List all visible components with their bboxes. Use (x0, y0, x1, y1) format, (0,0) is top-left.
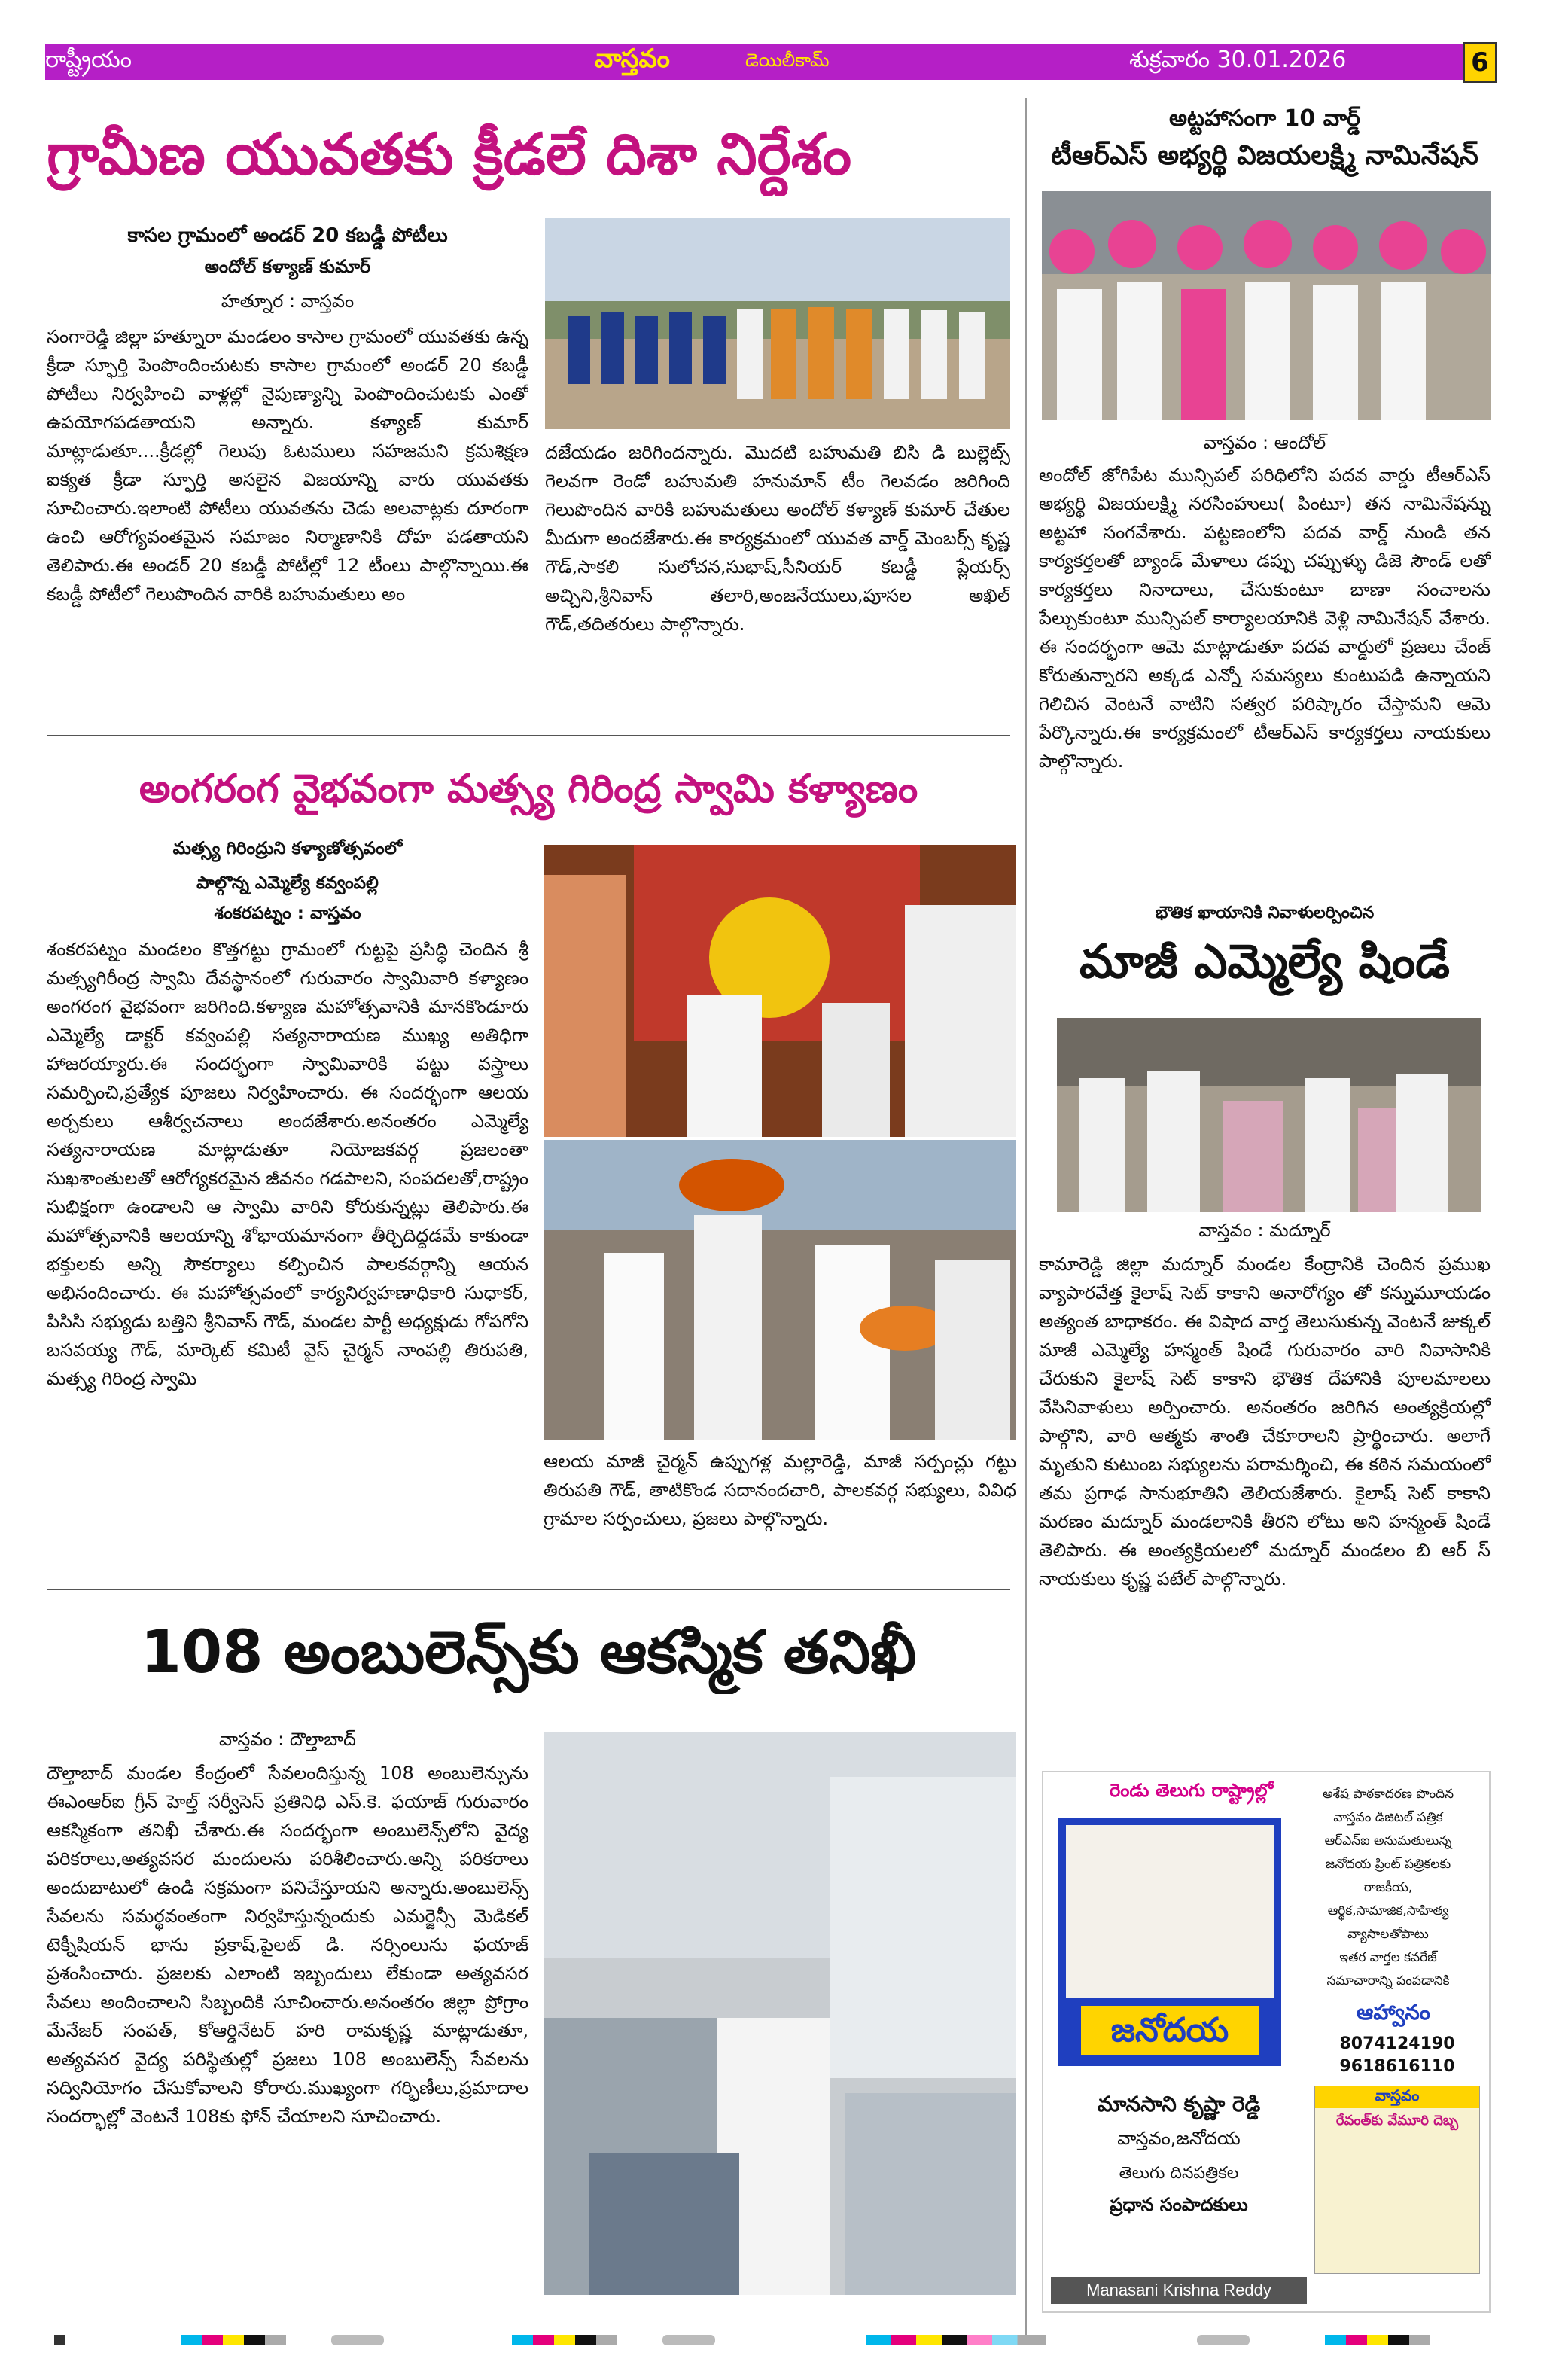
story4-body: అందోల్ జోగిపేట మున్సిపల్ పరిధిలోని పదవ వార్డు టీఆర్ఎస్ అభ్యర్థి విజయలక్ష్మి నరసింహులు( పింటూ) తన నామినేషన్ను అట్టహా సంగవేశారు. పట్టణంలోని పదవ వార్డ్ నుండి తన కార్యకర్తలతో బ్యాండ్ మేళాలు డప్పు చప్పుళ్ళు డిజె సౌండ్ లతో కార్యకర్తలు నినాదాలు, చేసుకుంటూ బాణా సంచాలను పేల్చుకుంటూ మున్సిపల్ కార్యాలయానికి వెళ్లి నామినేషన్ వేశారు. ఈ సందర్భంగా ఆమె మాట్లాడుతూ పదవ వార్డులో ప్రజలు చేంజ్ కోరుతున్నారని అక్కడ ఎన్నో సమస్యలు కుంటుపడి ఉన్నాయని గెలిచిన వెంటనే వాటిని సత్వర పరిష్కారం చేస్తామని ఆమె పేర్కొన్నారు.ఈ కార్యక్రమంలో టీఆర్ఎస్ కార్యకర్తలు నాయకులు పాల్గొన్నారు. (1039, 465, 1491, 772)
story2-dateline: శంకరపట్నం : వాస్తవం (214, 904, 361, 923)
divider (47, 735, 1010, 736)
masthead-sub: డెయిలీ‌కామ్ (745, 50, 830, 71)
story3-body: దౌల్తాబాద్ మండల కేంద్రంలో సేవలందిస్తున్న 108 అంబులెన్సును ఈఎంఆర్ఐ గ్రీన్ హెల్త్ సర్వీసెస్ ప్రతినిధి ఎస్.కె. ఫయాజ్ గురువారం ఆకస్మికంగా తనిఖీ చేశారు.ఈ సందర్భంగా అంబులెన్స్‌లోని వైద్య పరికరాలు,అత్యవసర మందులను పరిశీలించారు.అన్ని పరికరాలు అందుబాటులో ఉండి సక్రమంగా పనిచేస్తూయని అన్నారు.అంబులెన్స్ సేవలను సమర్థవంతంగా నిర్వహిస్తున్నందుకు ఎమర్జెన్సీ మెడికల్ టెక్నీషియన్ భాను ప్రకాష్,పైలట్ డి. నర్సింలును ఫయాజ్ ప్రశంసించారు. ప్రజలకు ఎలాంటి ఇబ్బందులు లేకుండా అత్యవసర సేవలు అందించాలని సిబ్బందికి సూచించారు.అనంతరం జిల్లా ప్రోగ్రాం మేనేజర్ సంపత్, కోఆర్డినేటర్ హరి రామకృష్ణ మాట్లాడుతూ, అత్యవసర వైద్య పరిస్థితుల్లో ప్రజలు 108 అంబులెన్స్ సేవలను సద్వినియోగం చేసుకోవాలని కోరారు.ముఖ్యంగా గర్భిణీలు,ప్రమాదాల సందర్భాల్లో వెంటనే 108కు ఫోన్ చేయాలని సూచించారు. (47, 1763, 528, 2127)
ad-org: వాస్తవం,జనోదయ (1117, 2128, 1241, 2149)
ad-editor-name: మానసాని కృష్ణా రెడ్డి (1097, 2092, 1261, 2116)
story5-body: కామారెడ్డి జిల్లా మద్నూర్ మండల కేంద్రానికి చెందిన ప్రముఖ వ్యాపారవేత్త కైలాష్ సెట్ కాకాని అనారోగ్యం తో కన్నుమూయడం అత్యంత బాధాకరం. ఈ విషాద వార్త తెలుసుకున్న వెంటనే జుక్కల్ మాజీ ఎమ్మెల్యే హన్మంత్ షిండే గురువారం వారి నివాసానికి చేరుకుని కైలాష్ సెట్ కాకాని భౌతిక దేహానికి పూలమాలలు వేసినివాళులు అర్పించారు. అనంతరం జరిగిన అంత్యక్రియల్లో పాల్గొని, వారి ఆత్మకు శాంతి చేకూరాలని ప్రార్థించారు. అలాగే మృతుని కుటుంబ సభ్యులను పరామర్శించి, ఈ కఠిన సమయంలో తమ ప్రగాఢ సానుభూతిని తెలియజేశారు. కైలాష్ సెట్ కాకాని మరణం మద్నూర్ మండలానికి తీరని లోటు అని హన్మంత్ షిండే తెలిపారు. ఈ అంత్యక్రియలలో మద్నూర్ మండలం బి ఆర్ స్ నాయకులు కృష్ణ పటేల్ పాల్గొన్నారు. (1039, 1254, 1491, 1589)
print-registration-strip (45, 2333, 1491, 2348)
ad-line-3: ఆర్ఎన్ఐ అనుమతులున్న (1324, 1833, 1452, 1848)
story2-body-right: ఆలయ మాజీ చైర్మన్ ఉప్పుగళ్ల మల్లారెడ్డి, మాజీ సర్పంచ్లు గట్టు తిరుపతి గౌడ్, తాటికొండ సదానందచారి, పాలకవర్గ సభ్యులు, వివిధ గ్రామాల సర్పంచులు, ప్రజలు పాల్గొన్నారు. (544, 1451, 1016, 1529)
story1-headline: గ్రామీణ యువతకు క్రీడలే దిశా నిర్దేశం (47, 120, 852, 187)
ad-line-7: వ్యాసాలతోపాటు (1347, 1927, 1429, 1942)
ad-brand: జనోదయ (1081, 2006, 1259, 2055)
divider (47, 1589, 1010, 1590)
story1-subhead: కాసల గ్రామంలో అండర్ 20 కబడ్డీ పోటీలు (127, 224, 448, 247)
ad-invite: ఆహ్వానం (1357, 2000, 1430, 2025)
ad-caption: Manasani Krishna Reddy (1051, 2277, 1307, 2304)
ad-left-title: రెండు తెలుగు రాష్ట్రాల్లో (1110, 1780, 1274, 1801)
ad-line-5: రాజకీయ, (1363, 1880, 1413, 1895)
ad-small-paper (1314, 2086, 1480, 2274)
ad-line-8: ఇతర వార్తల కవరేజ్ (1339, 1950, 1437, 1965)
story1-dateline: హత్నూర : వాస్తవం (221, 291, 355, 312)
story2-subhead2: పాల్గొన్న ఎమ్మెల్యే కవ్వంపల్లి (196, 873, 379, 893)
ad-phone-2: 9618616110 (1339, 2057, 1455, 2076)
story5-kicker: భౌతిక ఖాయానికి నివాళులర్పించిన (1155, 904, 1375, 922)
janodaya-ad (1042, 1771, 1491, 2313)
page-number: 6 (1463, 42, 1497, 83)
section-name: రాష్ట్రీయం (45, 47, 132, 73)
masthead: వాస్తవం (595, 44, 670, 74)
issue-date: శుక్రవారం 30.01.2026 (1129, 47, 1347, 73)
ad-line-6: ఆర్థిక,సామాజిక,సాహిత్య (1327, 1903, 1449, 1918)
story3-headline: 108 అంబులెన్స్‌కు ఆకస్మిక తనిఖీ (140, 1619, 917, 1687)
column-divider (1025, 98, 1027, 2342)
ad-vastavam: వాస్తవం (1315, 2086, 1479, 2108)
header-band (45, 44, 1483, 80)
nomination-rally-photo (1042, 191, 1491, 420)
ad-newspaper-image (1058, 1818, 1281, 2066)
story2-headline: అంగరంగ వైభవంగా మత్స్య గిరింద్ర స్వామి కళ్యాణం (139, 766, 918, 812)
ad-small-headline: రేవంత్‌కు వేమూరి దెబ్బ (1335, 2113, 1459, 2129)
story1-byline: అందోల్ కళ్యాణ్ కుమార్ (204, 256, 371, 277)
ad-line-4: జనోదయ ప్రింట్ పత్రికలకు (1325, 1857, 1451, 1872)
ad-line-1: అశేష పాఠకాదరణ పొందిన (1322, 1787, 1454, 1802)
story1-body-left: సంగారెడ్డి జిల్లా హత్నూరా మండలం కాసాల గ్రామంలో యువతకు ఉన్న క్రీడా స్ఫూర్తి పెంపొందించుటకు కాసాల గ్రామంలో అండర్ 20 కబడ్డీ పోటీలు నిర్వహించి వాళ్లల్లో నైపుణ్యాన్ని పెంపొందించుటకు ఎంతో ఉపయోగపడతాయని అన్నారు. కళ్యాణ్ కుమార్ మాట్లాడుతూ....క్రీడల్లో గెలుపు ఓటములు సహజమని క్రమశిక్షణ ఐక్యత క్రీడా స్ఫూర్తి అసలైన విజయాన్ని వారు యువతకు సూచించారు.ఇలాంటి పోటీలు యువతను చెడు అలవాట్లకు దూరంగా ఉంచి ఆరోగ్యవంతమైన సమాజం నిర్మాణానికి దోహ పడతాయని తెలిపారు.ఈ అండర్ 20 కబడ్డీ పోటీల్లో 12 టీంలు పాల్గొన్నాయి.ఈ కబడ్డీ పోటీలో గెలుపొందిన వారికి బహుమతులు అం (47, 326, 528, 605)
story2-body-left: శంకరపట్నం మండలం కొత్తగట్టు గ్రామంలో గుట్టపై ప్రసిద్ధి చెందిన శ్రీ మత్స్యగిరీంద్ర స్వామి దేవస్థానంలో గురువారం స్వామివారి కళ్యాణం అంగరంగ వైభవంగా జరిగింది.కళ్యాణ మహోత్సవానికి మానకొండూరు ఎమ్మెల్యే డాక్టర్ కవ్వంపల్లి సత్యనారాయణ ముఖ్య అతిధిగా హాజరయ్యారు.ఈ సందర్భంగా స్వామివారికి పట్టు వస్త్రాలు సమర్పించి,ప్రత్యేక పూజలు నిర్వహించారు. ఈ సందర్భంగా ఆలయ అర్చకులు ఆశీర్వచనాలు అందజేశారు.అనంతరం ఎమ్మెల్యే సత్యనారాయణ మాట్లాడుతూ నియోజకవర్గ ప్రజలంతా సుఖశాంతులతో ఆరోగ్యకరమైన జీవనం గడపాలని, సంపదలతో,రాష్ట్రం సుభిక్షంగా ఉండాలని ఆ స్వామి వారిని కోరుకున్నట్లు తెలిపారు.ఈ మహోత్సవానికి ఆలయాన్ని శోభాయమానంగా తీర్చిదిద్దడమే కాకుండా భక్తులకు అన్ని సౌకర్యాలు కల్పించిన పాలకవర్గాన్ని ఆయన అభినందించారు. ఈ మహోత్సవంలో కార్యనిర్వహణాధికారి సుధాకర్, పిసిసి సభ్యుడు బత్తిని శ్రీనివాస్ గౌడ్, మండల పార్టీ అధ్యక్షుడు గోపగోని బసవయ్య గౌడ్, మార్కెట్ కమిటీ వైస్ చైర్మన్ నాంపల్లి తిరుపతి, మత్స్య గిరింద్ర స్వామి (47, 939, 528, 1389)
kabaddi-team-photo (545, 218, 1010, 429)
story4-headline: టీఆర్ఎస్ అభ్యర్థి విజయలక్ష్మి నామినేషన్ (1051, 140, 1478, 171)
kalyanam-photo (544, 845, 1016, 1137)
procession-photo (544, 1140, 1016, 1440)
ad-role-1: తెలుగు దినపత్రికల (1119, 2164, 1239, 2183)
story5-dateline: వాస్తవం : మద్నూర్ (1198, 1220, 1331, 1241)
ambulance-inspection-photo (544, 1732, 1016, 2295)
ad-line-2: వాస్తవం డిజిటల్ పత్రిక (1333, 1810, 1443, 1825)
story1-body-right: దజేయడం జరిగిందన్నారు. మొదటి బహుమతి బిసి డి బుల్లెట్స్ గెలవగా రెండో బహుమతి హనుమాన్ టీం గెలవడం జరిగింది గెలుపొందిన వారికి బహుమతులు అందోల్ కళ్యాణ్ కుమార్ చేతుల మీదుగా అందజేశారు.ఈ కార్యక్రమంలో యువత వార్డ్ మెంబర్స్ కృష్ణ గౌడ్,సాకలి సులోచన,సుభాష్,సీనియర్ కబడ్డీ ప్లేయర్స్ అచ్చిని,శ్రీనివాస్ తలారి,అంజనేయులు,పూసల అఖిల్ గౌడ్,తదితరులు పాల్గొన్నారు. (545, 442, 1010, 635)
ad-line-9: సమాచారాన్ని పంపడానికి (1326, 1973, 1450, 1988)
story2-subhead: మత్స్య గిరింద్రుని కళ్యాణోత్సవంలో (172, 839, 403, 858)
story4-kicker: అట్టహాసంగా 10 వార్డ్ (1169, 105, 1360, 132)
tribute-photo (1057, 1018, 1481, 1212)
story4-dateline: వాస్తవం : ఆందోల్ (1203, 432, 1326, 453)
story3-dateline: వాస్తవం : దౌల్తాబాద్ (219, 1729, 356, 1750)
ad-role-2: ప్రధాన సంపాదకులు (1110, 2194, 1248, 2215)
story5-headline: మాజీ ఎమ్మెల్యే షిండే (1079, 934, 1451, 989)
ad-phone-1: 8074124190 (1339, 2034, 1455, 2053)
